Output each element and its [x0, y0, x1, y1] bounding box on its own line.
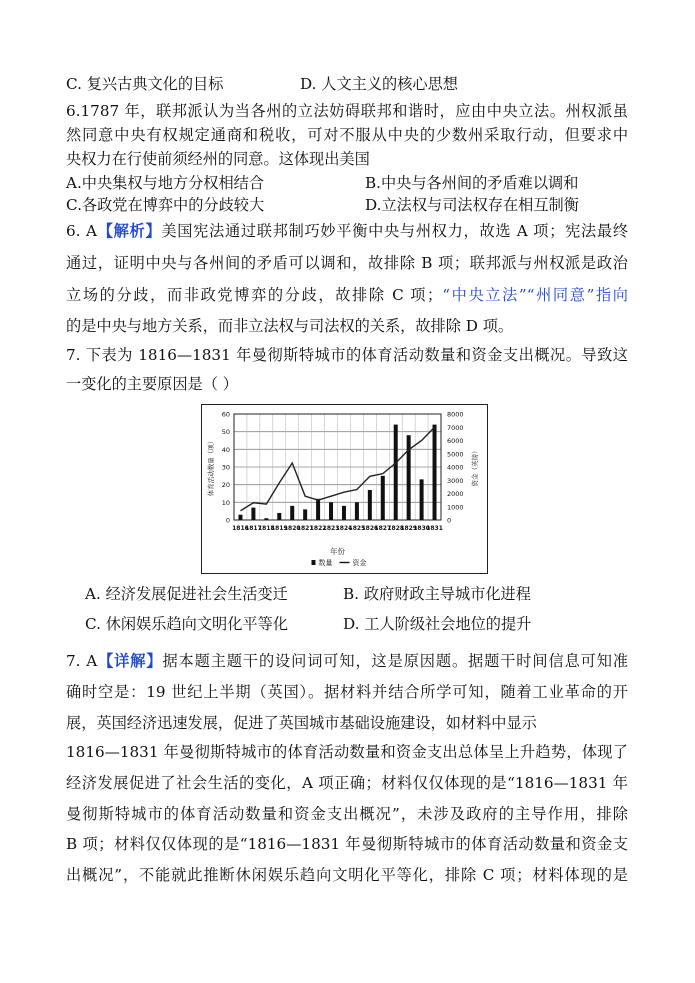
q7-option-c: C. 休闲娱乐趋向文明化平等化 — [85, 615, 288, 633]
q5-option-d: D. 人文主义的核心思想 — [300, 75, 458, 93]
y-right-tick-label: 7000 — [447, 423, 464, 432]
a6-line-3 — [66, 285, 628, 305]
x-tick-label: 1818 — [257, 525, 275, 532]
bar — [433, 425, 437, 520]
y-right-tick-label: 8000 — [447, 410, 464, 419]
bar — [251, 508, 255, 520]
x-tick-label: 1829 — [400, 525, 418, 532]
q6-option-a: A.中央集权与地方分权相结合 — [66, 174, 265, 192]
chart-svg — [201, 404, 488, 574]
bar — [368, 490, 372, 520]
y-left-tick-label: 10 — [221, 498, 230, 507]
a7-tag: 【详解】 — [97, 652, 163, 670]
a6-line-1 — [66, 221, 628, 241]
a6-line-4: 的是中央与地方关系，而非立法权与司法权的关系，故排除 D 项。 — [66, 317, 514, 335]
a6-line-3-text: 立场的分歧，而非政党博弈的分歧，故排除 C 项； — [66, 286, 443, 304]
a7-line-3: 展，英国经济迅速发展，促进了英国城市基础设施建设，如材料中显示 — [66, 714, 537, 732]
q7-option-a: A. 经济发展促进社会生活变迁 — [85, 585, 288, 603]
y-left-tick-label: 20 — [221, 481, 230, 490]
bar — [238, 515, 242, 520]
a6-quote: “中央立法”“州同意”指向 — [442, 286, 628, 304]
a7-line-6: 曼彻斯特城市的体育活动数量和资金支出概况”，未涉及政府的主导作用，排除 — [66, 805, 628, 823]
q7-option-d: D. 工人阶级社会地位的提升 — [343, 615, 532, 633]
x-tick-label: 1830 — [413, 525, 430, 532]
a7-prefix: 7. A — [66, 652, 98, 670]
q7-stem-line-2: 一变化的主要原因是（ ） — [66, 375, 238, 393]
y-right-tick-label: 1000 — [447, 503, 464, 512]
x-tick-label: 1826 — [361, 525, 379, 532]
y-right-tick-label: 3000 — [447, 476, 464, 485]
x-tick-label: 1823 — [322, 525, 340, 532]
q6-option-d: D.立法权与司法权存在相互制衡 — [365, 196, 579, 214]
y-right-tick-label: 6000 — [447, 437, 464, 445]
bar — [264, 518, 268, 520]
a6-tag: 【解析】 — [97, 222, 162, 240]
x-tick-label: 1816 — [232, 525, 249, 532]
q6-stem-line-3: 央权力在行使前须经州的同意。这体现出美国 — [66, 150, 370, 168]
a6-prefix: 6. A — [66, 222, 98, 240]
legend-bar-swatch — [312, 560, 316, 565]
bar — [329, 502, 333, 520]
q5-option-c: C. 复兴古典文化的目标 — [66, 75, 224, 93]
q6-stem-line-1: 6.1787 年，联邦派认为当各州的立法妨碍联邦和谐时，应由中央立法。州权派虽 — [66, 102, 628, 120]
y-left-axis-label: 体育活动数量（项） — [207, 437, 215, 497]
y-left-tick-label: 50 — [221, 428, 230, 437]
bar — [420, 479, 424, 520]
bar — [290, 506, 294, 520]
x-tick-label: 1822 — [309, 525, 327, 532]
a6-line-2: 通过，证明中央与各州间的矛盾可以调和，故排除 B 项；联邦派与州权派是政治 — [66, 254, 628, 272]
bar — [342, 506, 346, 520]
bar — [355, 502, 359, 520]
y-left-tick-label: 0 — [225, 516, 230, 525]
legend-bar-label: 数量 — [318, 559, 333, 567]
a7-line-8: 出概况”，不能就此推断休闲娱乐趋向文明化平等化，排除 C 项；材料体现的是 — [66, 866, 628, 884]
y-left-tick-label: 30 — [221, 463, 230, 472]
bar — [303, 509, 307, 520]
q6-option-b: B.中央与各州间的矛盾难以调和 — [365, 174, 579, 192]
sports-funding-chart — [201, 404, 488, 574]
x-tick-label: 1824 — [335, 525, 353, 532]
x-tick-label: 1819 — [270, 525, 288, 532]
a7-line-7: B 项；材料仅仅体现的是“1816—1831 年曼彻斯特城市的体育活动数量和资金支 — [66, 835, 628, 853]
y-right-tick-label: 4000 — [447, 463, 464, 472]
q6-option-c: C.各政党在博弈中的分歧较大 — [66, 196, 265, 214]
x-tick-label: 1817 — [245, 525, 262, 532]
bar — [381, 476, 385, 520]
bar — [316, 499, 320, 520]
y-right-tick-label: 2000 — [447, 490, 464, 498]
y-left-tick-label: 60 — [221, 410, 230, 419]
y-right-axis-label: 资金（英镑） — [471, 447, 479, 487]
x-tick-label: 1831 — [426, 525, 443, 532]
y-right-tick-label: 5000 — [447, 450, 464, 459]
a6-line-1-text: 美国宪法通过联邦制巧妙平衡中央与州权力，故选 A 项；宪法最终 — [161, 222, 629, 240]
x-tick-label: 1827 — [374, 525, 392, 532]
legend-line-label: 资金 — [352, 559, 367, 567]
x-tick-label: 1828 — [387, 525, 405, 532]
y-left-tick-label: 40 — [221, 445, 230, 454]
x-tick-label: 1825 — [348, 525, 366, 532]
a7-line-1-text: 据本题主题干的设问词可知，这是原因题。据题干时间信息可知准 — [162, 652, 629, 670]
bar — [394, 425, 398, 520]
a7-line-5: 经济发展促进了社会生活的变化，A 项正确；材料仅仅体现的是“1816—1831 年 — [66, 774, 628, 792]
x-tick-label: 1820 — [283, 525, 301, 532]
q6-stem-line-2: 然同意中央有权规定通商和税收，可对不服从中央的少数州采取行动，但要求中 — [66, 126, 628, 144]
x-tick-label: 1821 — [296, 525, 314, 532]
q7-option-b: B. 政府财政主导城市化进程 — [343, 585, 531, 603]
a7-line-4: 1816—1831 年曼彻斯特城市的体育活动数量和资金支出总体呈上升趋势，体现了 — [66, 743, 628, 761]
x-axis-label: 年份 — [330, 547, 345, 556]
a7-line-1 — [66, 651, 628, 671]
y-right-tick-label: 0 — [447, 516, 452, 525]
bar — [277, 513, 281, 520]
q7-stem-line-1: 7. 下表为 1816—1831 年曼彻斯特城市的体育活动数量和资金支出概况。导致这 — [66, 346, 628, 364]
a7-line-2: 确时空是：19 世纪上半期（英国）。据材料并结合所学可知，随着工业革命的开 — [66, 683, 628, 701]
